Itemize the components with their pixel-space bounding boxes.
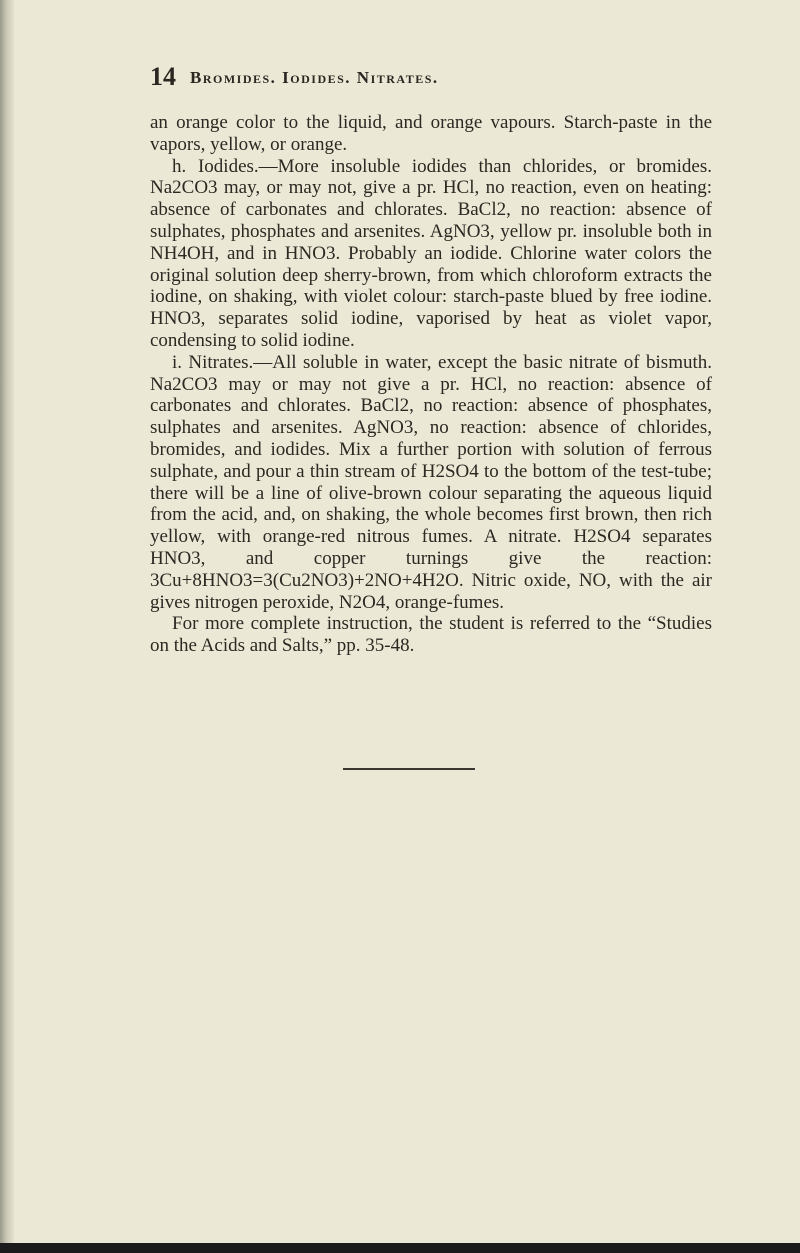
page-gutter-shadow (0, 0, 14, 1253)
paragraph-reference: For more complete instruction, the student is referred to the “Studies on the Acids and Salts,” pp. 35-48. (150, 613, 712, 657)
body-text (150, 112, 712, 657)
paragraph-iodides: h. Iodides.—More insoluble iodides than chlorides, or bromides. Na2CO3 may, or may not, give a pr. HCl, no reaction, even on heating: absence of carbonates and chlorates. BaCl2, no reaction: absence of sulphates, phosphates and arsenites. AgNO3, yellow pr. insoluble both in NH4OH, and in HNO3. Probably an iodide. Chlorine water colors the original solution deep sherry-brown, from which chloroform extracts the iodine, on shaking, with violet colour: starch-paste blued by free iodine. HNO3, separates solid iodine, vaporised by heat as violet vapor, condensing to solid iodine. (150, 155, 712, 351)
section-end-rule (343, 768, 475, 770)
paragraph-continuation: an orange color to the liquid, and orange vapours. Starch-paste in the vapors, yellow, or orange. (150, 112, 712, 155)
page-bottom-edge (0, 1243, 800, 1253)
paragraph-nitrates: i. Nitrates.—All soluble in water, except the basic nitrate of bismuth. Na2CO3 may or may not give a pr. HCl, no reaction: absence of carbonates and chlorates. BaCl2, no reaction: absence of phosphates, sulphates and arsenites. AgNO3, no reaction: absence of chlorides, bromides, and iodides. Mix a further portion with solution of ferrous sulphate, and pour a thin stream of H2SO4 to the bottom of the test-tube; there will be a line of olive-brown colour separating the aqueous liquid from the acid, and, on shaking, the whole becomes first brown, then rich yellow, with orange-red nitrous fumes. A nitrate. H2SO4 separates HNO3, and copper turnings give the reaction: 3Cu+8HNO3=3(Cu2NO3)+2NO+4H2O. Nitric oxide, NO, with the air gives nitrogen peroxide, N2O4, orange-fumes. (150, 351, 712, 613)
running-head: Bromides. Iodides. Nitrates. (190, 68, 439, 87)
page-header (150, 62, 710, 96)
page-number: 14 (150, 62, 176, 91)
